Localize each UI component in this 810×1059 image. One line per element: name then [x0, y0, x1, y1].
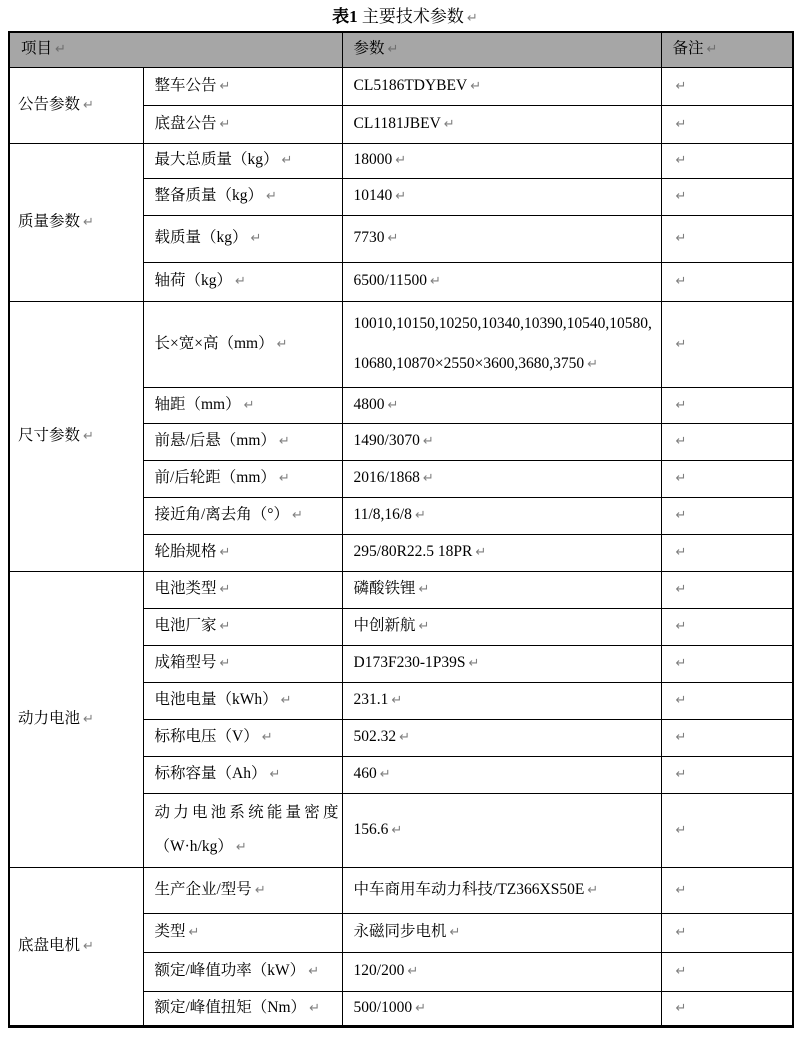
- paragraph-mark-icon: ↵: [675, 116, 687, 132]
- param-value-cell: 10010,10150,10250,10340,10390,10540,10580,10680,10870×2550×3600,3680,3750 ↵: [342, 301, 661, 387]
- paragraph-mark-icon: ↵: [475, 545, 487, 561]
- param-value-cell: 231.1 ↵: [342, 682, 661, 719]
- remark-cell: [661, 67, 793, 105]
- group-label-cell-announcement: 公告参数 ↵: [9, 67, 143, 143]
- remark-cell: [661, 105, 793, 143]
- remark-cell: [661, 608, 793, 645]
- remark-cell: [661, 178, 793, 215]
- paragraph-mark-icon: ↵: [254, 882, 266, 898]
- table-row: [9, 67, 793, 105]
- header-cell-item: 项目 ↵: [9, 32, 342, 67]
- paragraph-mark-icon: ↵: [407, 964, 419, 980]
- param-label-cell: 标称电压（V） ↵: [143, 719, 342, 756]
- paragraph-mark-icon: ↵: [466, 11, 478, 26]
- remark-cell: [661, 423, 793, 460]
- paragraph-mark-icon: ↵: [219, 545, 231, 561]
- paragraph-mark-icon: ↵: [587, 882, 599, 898]
- param-label-cell: 类型 ↵: [143, 913, 342, 952]
- paragraph-mark-icon: ↵: [675, 730, 687, 746]
- paragraph-mark-icon: ↵: [219, 656, 231, 672]
- paragraph-mark-icon: ↵: [278, 434, 290, 450]
- remark-cell: [661, 460, 793, 497]
- paragraph-mark-icon: ↵: [83, 711, 94, 727]
- group-label-cell-dimensions: 尺寸参数 ↵: [9, 301, 143, 571]
- remark-cell: [661, 262, 793, 301]
- paragraph-mark-icon: ↵: [675, 274, 687, 290]
- param-label-cell: 载质量（kg） ↵: [143, 215, 342, 262]
- param-value-cell: 10140 ↵: [342, 178, 661, 215]
- param-value-cell: 502.32 ↵: [342, 719, 661, 756]
- paragraph-mark-icon: ↵: [379, 767, 391, 783]
- paragraph-mark-icon: ↵: [219, 78, 231, 94]
- paragraph-mark-icon: ↵: [675, 231, 687, 247]
- remark-cell: [661, 991, 793, 1026]
- paragraph-mark-icon: ↵: [281, 153, 293, 169]
- doc-title-text: 主要技术参数: [357, 7, 464, 26]
- param-label-cell: 接近角/离去角（°） ↵: [143, 497, 342, 534]
- paragraph-mark-icon: ↵: [675, 508, 687, 524]
- remark-cell: [661, 719, 793, 756]
- paragraph-mark-icon: ↵: [418, 619, 430, 635]
- param-value-cell: 500/1000 ↵: [342, 991, 661, 1026]
- group-label-cell-motor: 底盘电机 ↵: [9, 867, 143, 1026]
- param-value-cell: 4800 ↵: [342, 387, 661, 423]
- paragraph-mark-icon: ↵: [675, 582, 687, 598]
- param-value-cell: CL5186TDYBEV ↵: [342, 67, 661, 105]
- param-label-cell: 前悬/后悬（mm） ↵: [143, 423, 342, 460]
- paragraph-mark-icon: ↵: [675, 656, 687, 672]
- paragraph-mark-icon: ↵: [278, 471, 290, 487]
- param-value-cell: 120/200 ↵: [342, 952, 661, 991]
- paragraph-mark-icon: ↵: [675, 189, 687, 205]
- paragraph-mark-icon: ↵: [55, 42, 66, 58]
- group-label-cell-battery: 动力电池 ↵: [9, 571, 143, 867]
- paragraph-mark-icon: ↵: [391, 693, 403, 709]
- doc-title-number: 表1: [332, 7, 358, 26]
- remark-cell: [661, 682, 793, 719]
- param-label-cell: 额定/峰值扭矩（Nm） ↵: [143, 991, 342, 1026]
- paragraph-mark-icon: ↵: [587, 357, 599, 372]
- param-value-cell: 460 ↵: [342, 756, 661, 793]
- paragraph-mark-icon: ↵: [675, 882, 687, 898]
- paragraph-mark-icon: ↵: [468, 656, 480, 672]
- param-label-cell: 电池类型 ↵: [143, 571, 342, 608]
- paragraph-mark-icon: ↵: [675, 434, 687, 450]
- paragraph-mark-icon: ↵: [418, 582, 430, 598]
- remark-cell: [661, 756, 793, 793]
- paragraph-mark-icon: ↵: [675, 545, 687, 561]
- remark-cell: [661, 215, 793, 262]
- param-value-cell: CL1181JBEV ↵: [342, 105, 661, 143]
- paragraph-mark-icon: ↵: [266, 189, 277, 205]
- param-value-cell: 18000 ↵: [342, 143, 661, 178]
- param-label-cell: 电池电量（kWh） ↵: [143, 682, 342, 719]
- paragraph-mark-icon: ↵: [387, 42, 399, 58]
- paragraph-mark-icon: ↵: [219, 116, 231, 132]
- param-label-cell: 前/后轮距（mm） ↵: [143, 460, 342, 497]
- paragraph-mark-icon: ↵: [292, 508, 303, 524]
- paragraph-mark-icon: ↵: [280, 693, 292, 709]
- paragraph-mark-icon: ↵: [308, 964, 320, 980]
- paragraph-mark-icon: ↵: [430, 274, 441, 290]
- remark-cell: [661, 143, 793, 178]
- remark-cell: [661, 387, 793, 423]
- remark-cell: [661, 571, 793, 608]
- paragraph-mark-icon: ↵: [219, 619, 231, 635]
- paragraph-mark-icon: ↵: [675, 693, 687, 709]
- paragraph-mark-icon: ↵: [706, 42, 718, 58]
- paragraph-mark-icon: ↵: [83, 938, 94, 954]
- group-label-cell-mass: 质量参数 ↵: [9, 143, 143, 301]
- param-value-cell: D173F230-1P39S ↵: [342, 645, 661, 682]
- param-label-cell: 轴荷（kg） ↵: [143, 262, 342, 301]
- remark-cell: [661, 952, 793, 991]
- param-value-cell: 2016/1868 ↵: [342, 460, 661, 497]
- paragraph-mark-icon: ↵: [675, 153, 687, 169]
- paragraph-mark-icon: ↵: [675, 767, 687, 783]
- paragraph-mark-icon: ↵: [219, 582, 231, 598]
- paragraph-mark-icon: ↵: [422, 434, 434, 450]
- paragraph-mark-icon: ↵: [235, 840, 247, 855]
- paragraph-mark-icon: ↵: [675, 964, 687, 980]
- table-header-row: [9, 32, 793, 67]
- param-label-cell: 最大总质量（kg） ↵: [143, 143, 342, 178]
- param-value-cell: 156.6 ↵: [342, 793, 661, 867]
- param-value-cell: 磷酸铁锂 ↵: [342, 571, 661, 608]
- paragraph-mark-icon: ↵: [83, 214, 94, 230]
- param-label-cell: 生产企业/型号 ↵: [143, 867, 342, 913]
- paragraph-mark-icon: ↵: [675, 822, 687, 838]
- paragraph-mark-icon: ↵: [387, 231, 399, 247]
- paragraph-mark-icon: ↵: [83, 97, 94, 113]
- param-value-cell: 6500/11500 ↵: [342, 262, 661, 301]
- param-label-cell: 额定/峰值功率（kW） ↵: [143, 952, 342, 991]
- table-row: [9, 867, 793, 913]
- paragraph-mark-icon: ↵: [443, 116, 455, 132]
- paragraph-mark-icon: ↵: [414, 508, 426, 524]
- paragraph-mark-icon: ↵: [269, 767, 281, 783]
- header-cell-remark: 备注 ↵: [661, 32, 793, 67]
- paragraph-mark-icon: ↵: [675, 471, 687, 487]
- param-value-cell: 295/80R22.5 18PR ↵: [342, 534, 661, 571]
- param-label-cell: 电池厂家 ↵: [143, 608, 342, 645]
- remark-cell: [661, 867, 793, 913]
- paragraph-mark-icon: ↵: [235, 274, 246, 290]
- table-row: [9, 143, 793, 178]
- paragraph-mark-icon: ↵: [188, 925, 200, 941]
- paragraph-mark-icon: ↵: [387, 397, 399, 413]
- param-label-cell: 长×宽×高（mm） ↵: [143, 301, 342, 387]
- param-label-cell: 标称容量（Ah） ↵: [143, 756, 342, 793]
- paragraph-mark-icon: ↵: [395, 153, 407, 169]
- paragraph-mark-icon: ↵: [395, 189, 407, 205]
- paragraph-mark-icon: ↵: [470, 78, 482, 94]
- remark-cell: [661, 534, 793, 571]
- remark-cell: [661, 301, 793, 387]
- paragraph-mark-icon: ↵: [675, 925, 687, 941]
- param-label-cell: 轴距（mm） ↵: [143, 387, 342, 423]
- paragraph-mark-icon: ↵: [675, 1000, 687, 1016]
- paragraph-mark-icon: ↵: [243, 397, 255, 413]
- param-label-cell: 整备质量（kg） ↵: [143, 178, 342, 215]
- remark-cell: [661, 645, 793, 682]
- paragraph-mark-icon: ↵: [675, 78, 687, 94]
- param-value-cell: 7730 ↵: [342, 215, 661, 262]
- param-label-cell: 整车公告 ↵: [143, 67, 342, 105]
- param-label-cell: 动力电池系统能量密度 （W·h/kg） ↵: [143, 793, 342, 867]
- paragraph-mark-icon: ↵: [422, 471, 434, 487]
- param-value-cell: 11/8,16/8 ↵: [342, 497, 661, 534]
- remark-cell: [661, 793, 793, 867]
- table-row: [9, 571, 793, 608]
- paragraph-mark-icon: ↵: [675, 397, 687, 413]
- param-label-cell: 底盘公告 ↵: [143, 105, 342, 143]
- paragraph-mark-icon: ↵: [250, 231, 262, 247]
- paragraph-mark-icon: ↵: [276, 336, 288, 352]
- param-value-cell: 1490/3070 ↵: [342, 423, 661, 460]
- paragraph-mark-icon: ↵: [309, 1000, 320, 1016]
- param-value-cell: 中车商用车动力科技/TZ366XS50E ↵: [342, 867, 661, 913]
- header-cell-parameter: 参数 ↵: [342, 32, 661, 67]
- paragraph-mark-icon: ↵: [675, 619, 687, 635]
- paragraph-mark-icon: ↵: [449, 925, 461, 941]
- paragraph-mark-icon: ↵: [261, 730, 273, 746]
- table-row: [9, 301, 793, 387]
- paragraph-mark-icon: ↵: [415, 1000, 426, 1016]
- param-label-cell: 轮胎规格 ↵: [143, 534, 342, 571]
- doc-title: [0, 0, 810, 31]
- param-label-cell: 成箱型号 ↵: [143, 645, 342, 682]
- paragraph-mark-icon: ↵: [675, 336, 687, 352]
- param-value-cell: 中创新航 ↵: [342, 608, 661, 645]
- remark-cell: [661, 913, 793, 952]
- paragraph-mark-icon: ↵: [391, 822, 403, 838]
- paragraph-mark-icon: ↵: [83, 428, 94, 444]
- param-value-cell: 永磁同步电机 ↵: [342, 913, 661, 952]
- remark-cell: [661, 497, 793, 534]
- params-table: [8, 31, 794, 1028]
- paragraph-mark-icon: ↵: [399, 730, 411, 746]
